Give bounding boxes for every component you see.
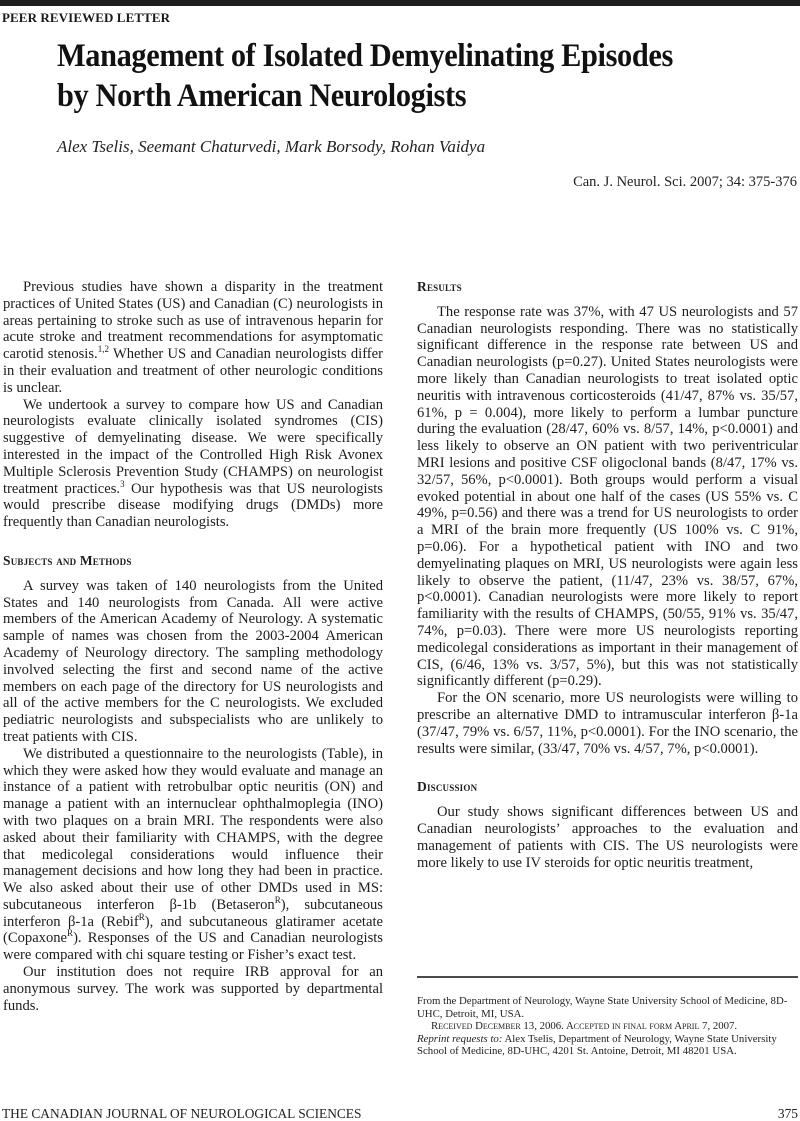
reprint-note bbox=[417, 1033, 798, 1058]
reference-superscript[interactable]: 1,2 bbox=[97, 344, 109, 355]
title-line-2: by North American Neurologists bbox=[57, 78, 467, 114]
right-column bbox=[417, 279, 798, 871]
discussion-heading: Discussion bbox=[417, 779, 478, 795]
page-footer bbox=[2, 1106, 798, 1121]
author-list: Alex Tselis, Seemant Chaturvedi, Mark Borsody, Rohan Vaidya bbox=[57, 137, 486, 156]
journal-name: THE CANADIAN JOURNAL OF NEUROLOGICAL SCIENCES bbox=[2, 1106, 362, 1121]
footnote-divider bbox=[417, 976, 798, 978]
discussion-paragraph-1: Our study shows significant differences between US and Canadian neurologists’ approaches to the evaluation and management of patients with CIS. The US neurologists were more likely to use IV steroids for optic neuritis treatment, bbox=[417, 804, 798, 871]
title-line-1: Management of Isolated Demyelinating Episodes bbox=[57, 38, 673, 74]
received-dates: Received December 13, 2006. Accepted in final form April 7, 2007. bbox=[431, 1020, 738, 1033]
journal-citation: Can. J. Neurol. Sci. 2007; 34: 375-376 bbox=[573, 174, 797, 190]
results-heading: Results bbox=[417, 279, 462, 294]
registered-mark: R bbox=[67, 928, 74, 939]
reference-superscript[interactable]: 3 bbox=[120, 478, 125, 489]
section-label: PEER REVIEWED LETTER bbox=[2, 10, 171, 25]
methods-paragraph-2: We distributed a questionnaire to the neurologists (Table), in which they were asked how they would evaluate and manage an instance of a patient with retrobulbar optic neuritis (ON) and manage a patient with an internuclear ophthalmoplegia (INO) with two plaques on a brain MRI. The respondents were also asked about their familiarity with CHAMPS, with the degree that medicolegal considerations would influence their management decisions and how long they had been in practice. We also asked about their use of other DMDs used in MS: subcutaneous interferon β-1b (Betaseron$^R$), subcutaneous interferon β-1a (Rebif$^R$), and subcutaneous glatiramer acetate (Copaxone$^R$). Responses of the US and Canadian neurologists were compared with chi square testing or Fisher’s exact test. bbox=[3, 745, 383, 964]
article-title bbox=[57, 36, 738, 116]
intro-paragraph-1: Previous studies have shown a disparity in the treatment practices of United States (US) and Canadian (C) neurologists in areas pertaining to stroke such as use of intravenous heparin for acute stroke and treatment recommendations for asymptomatic carotid stenosis.$^{1,2}$ Whether US and Canadian neurologists differ in their evaluation and treatment of other neurologic conditions is unclear. bbox=[3, 279, 383, 396]
methods-paragraph-1: A survey was taken of 140 neurologists from the United States and 140 neurologists from Canada. All were active members of the American Academy of Neurology. A systematic sample of names was chosen from the 2003-2004 American Academy of Neurology directory. The sampling methodology involved selecting the first and second name of the active members on each page of the directory for US neurologists and all of the active members for the C neurologists. We excluded pediatric neurologists and subspecialists who are unlikely to treat patients with CIS. bbox=[3, 577, 383, 745]
results-paragraph-2: For the ON scenario, more US neurologists were willing to prescribe an alternative DMD to intramuscular interferon β-1a (37/47, 79% vs. 6/57, 11%, p<0.0001). For the INO scenario, the results were similar, (33/47, 70% vs. 4/57, 7%, p<0.0001). bbox=[417, 690, 798, 757]
reprint-label: Reprint requests to: bbox=[417, 1032, 503, 1045]
intro-paragraph-2: We undertook a survey to compare how US and Canadian neurologists evaluate clinically isolated syndromes (CIS) suggestive of demyelinating disease. We were specifically interested in the impact of the Controlled High Risk Avonex Multiple Sclerosis Prevention Study (CHAMPS) on neurologist treatment practices.$^3$ Our hypothesis was that US neurologists would prescribe disease modifying drugs (DMDs) more frequently than Canadian neurologists. bbox=[3, 396, 383, 531]
results-paragraph-1: The response rate was 37%, with 47 US neurologists and 57 Canadian neurologists responding. There was no statistically significant difference in the response rate between US and Canadian neurologists (p=0.27). United States neurologists were more likely than Canadian neurologists to treat isolated optic neuritis with intravenous corticosteroids (41/47, 87% vs. 35/57, 61%, p = 0.004), more likely to perform a lumbar puncture during the evaluation (28/47, 60% vs. 8/57, 14%, p<0.0001) and less likely to observe an ON patient with two periventricular MRI lesions and positive CSF oligoclonal bands (8/47, 17% vs. 32/57, 56%, p<0.0001). Both groups would perform a visual evoked potential in about one half of the cases (US 55% vs. C 49%, p=0.56) and there was a trend for US neurologists to order a MRI of the brain more frequently (US 100% vs. C 91%, p=0.06). For a hypothetical patient with INO and two demyelinating plaques on MRI, US neurologists were again less likely to observe the patient, (11/47, 23% vs. 38/57, 67%, p<0.0001). Canadian neurologists were more likely to report familiarity with the results of CHAMPS, (50/55, 91% vs. 35/47, 74%, p=0.03). There were more US neurologists reporting medicolegal considerations as important in their management of CIS, (6/46, 13% vs. 3/57, 5%), but this was not statistically significantly different (p=0.29). bbox=[417, 303, 798, 690]
footnotes bbox=[417, 995, 798, 1058]
top-rule bbox=[0, 0, 800, 6]
registered-mark: R bbox=[138, 911, 145, 922]
page-number: 375 bbox=[777, 1106, 798, 1121]
left-column bbox=[3, 279, 383, 1014]
affiliation-note: From the Department of Neurology, Wayne State University School of Medicine, 8D-UHC, Detroit, MI, USA. bbox=[417, 995, 788, 1020]
reprint-address: Alex Tselis, Department of Neurology, Wayne State University School of Medicine, 8D-UHC, 4201 St. Antoine, Detroit, MI 48201 USA. bbox=[417, 1032, 777, 1058]
methods-heading: Subjects and Methods bbox=[3, 552, 132, 568]
registered-mark: R bbox=[274, 895, 281, 906]
methods-paragraph-3: Our institution does not require IRB approval for an anonymous survey. The work was supported by departmental funds. bbox=[3, 964, 383, 1014]
